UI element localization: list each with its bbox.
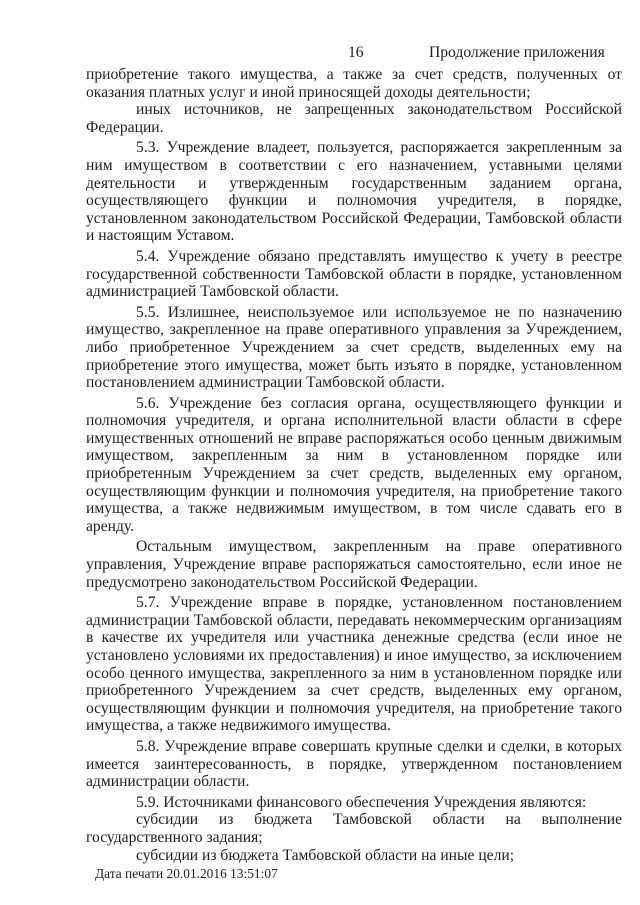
paragraph-5-7: 5.7. Учреждение вправе в порядке, установленном постановлением администрации Тамбовской области, передавать некоммерческим организациям в качестве их учредителя или участника денежные средства (если иное не установлено условиями их предоставления) и иное имущество, за исключением особо ценного имущества, закрепленного за ним в установленном порядке или приобретенного Учреждением за счет средств, выделенных ему органом, осуществляющим функции и полномочия учредителя, на приобретение такого имущества, а также недвижимого имущества.: [86, 594, 622, 735]
paragraph-5-8: 5.8. Учреждение вправе совершать крупные сделки и сделки, в которых имеется заинтересованность, в порядке, утвержденном постановлением администрации области.: [86, 737, 622, 791]
paragraph-5-5: 5.5. Излишнее, неиспользуемое или используемое не по назначению имущество, закрепленное на праве оперативного управления за Учреждением, либо приобретенное Учреждением за счет средств, выделенных ему на приобретение этого имущества, может быть изъято в порядке, установленном постановлением администрации Тамбовской области.: [86, 303, 622, 392]
document-body: [86, 66, 622, 864]
paragraph-other-sources: иных источников, не запрещенных законодательством Российской Федерации.: [86, 101, 622, 136]
continuation-label: Продолжение приложения: [429, 44, 605, 61]
page-header: [0, 44, 640, 64]
paragraph-subsidy-state-task: субсидии из бюджета Тамбовской области на выполнение государственного задания;: [86, 811, 622, 846]
paragraph-income-services: приобретение такого имущества, а также за счет средств, полученных от оказания платных услуг и иной приносящей доходы деятельности;: [86, 66, 622, 101]
paragraph-5-4: 5.4. Учреждение обязано представлять имущество к учету в реестре государственной собственности Тамбовской области в порядке, установленном администрацией Тамбовской области.: [86, 247, 622, 301]
paragraph-5-3: 5.3. Учреждение владеет, пользуется, распоряжается закрепленным за ним имуществом в соответствии с его назначением, уставными целями деятельности и утвержденным государственным заданием органа, осуществляющего функции и полномочия учредителя, в порядке, установленном законодательством Российской Федерации, Тамбовской области и настоящим Уставом.: [86, 139, 622, 245]
print-date: Дата печати 20.01.2016 13:51:07: [95, 866, 278, 881]
paragraph-5-6: 5.6. Учреждение без согласия органа, осуществляющего функции и полномочия учредителя, и органа исполнительной власти области в сфере имущественных отношений не вправе распоряжаться особо ценным движимым имуществом, закрепленным за ним в установленном порядке или приобретенным Учреждением за счет средств, выделенных ему органом, осуществляющим функции и полномочия учредителя, на приобретение такого имущества, а также недвижимым имуществом, в том числе сдавать его в аренду.: [86, 394, 622, 535]
page-number: 16: [348, 44, 364, 61]
paragraph-5-9: 5.9. Источниками финансового обеспечения Учреждения являются:: [136, 793, 587, 811]
paragraph-subsidy-other: субсидии из бюджета Тамбовской области на иные цели;: [136, 846, 515, 864]
paragraph-other-property: Остальным имуществом, закрепленным на праве оперативного управления, Учреждение вправе распоряжаться самостоятельно, если иное не предусмотрено законодательством Российской Федерации.: [86, 538, 622, 591]
